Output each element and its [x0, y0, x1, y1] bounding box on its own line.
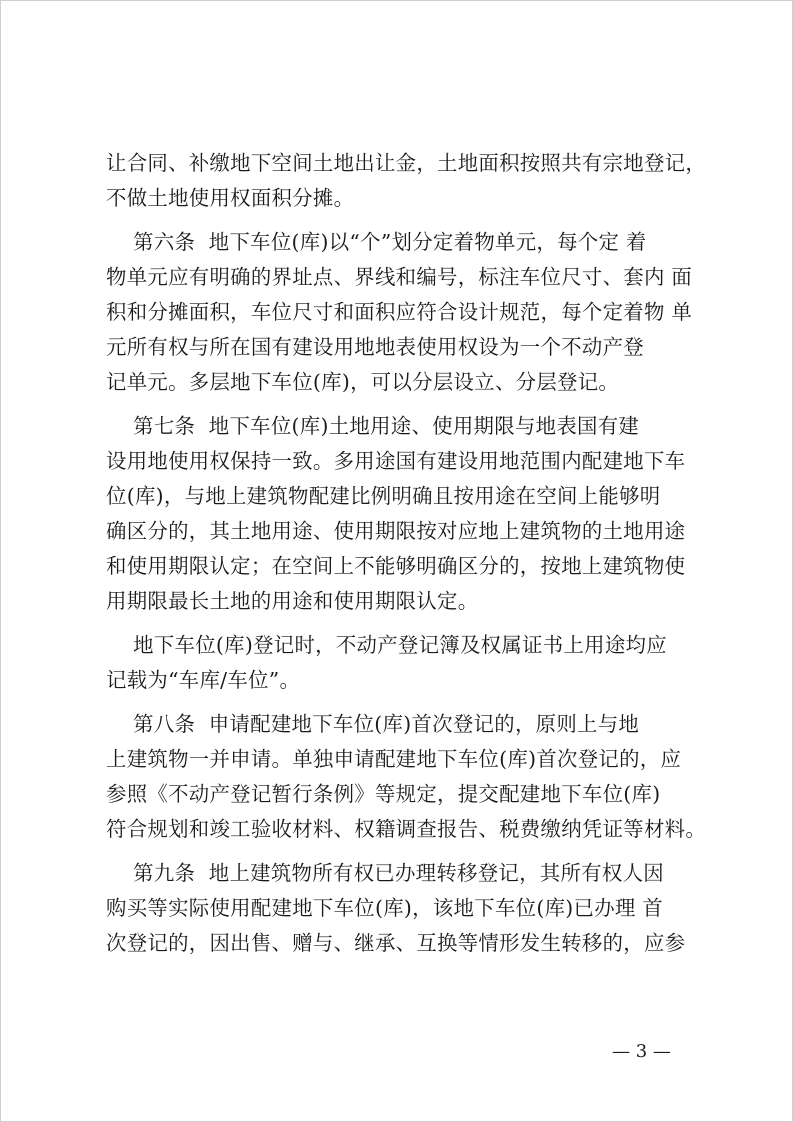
text-line: 元所有权与所在国有建设用地地表使用权设为一个不动产登 [106, 335, 644, 359]
text-line: 记载为“车库/车位”。 [106, 668, 301, 692]
text-line: 参照《不动产登记暂行条例》等规定，提交配建地下车位(库) [106, 782, 661, 806]
text-line: 积和分摊面积，车位尺寸和面积应符合设计规范，每个定着物 单 [106, 300, 693, 324]
text-line: 物单元应有明确的界址点、界线和编号，标注车位尺寸、套内 面 [106, 265, 693, 289]
text-line: 第九条 地上建筑物所有权已办理转移登记，其所有权人因 [106, 861, 664, 885]
text-line: 次登记的，因出售、赠与、继承、互换等情形发生转移的，应参 [106, 931, 686, 955]
text-line: 确区分的，其土地用途、使用期限按对应地上建筑物的土地用途 [106, 519, 686, 543]
text-line: 和使用期限认定；在空间上不能够明确区分的，按地上建筑物使 [106, 554, 686, 578]
text-line: 第七条 地下车位(库)土地用途、使用期限与地表国有建 [106, 414, 640, 438]
text-line: 购买等实际使用配建地下车位(库)，该地下车位(库)已办理 首 [106, 896, 664, 920]
text-line: 设用地使用权保持一致。多用途国有建设用地范围内配建地下车 [106, 449, 686, 473]
text-line: 记单元。多层地下车位(库)，可以分层设立、分层登记。 [106, 370, 620, 394]
page-number: — 3 — [612, 1041, 671, 1062]
text-line: 让合同、补缴地下空间土地出让金，土地面积按照共有宗地登记， [106, 151, 707, 175]
text-line: 地下车位(库)登记时，不动产登记簿及权属证书上用途均应 [106, 633, 667, 657]
text-line: 符合规划和竣工验收材料、权籍调查报告、税费缴纳凭证等材料。 [106, 817, 707, 841]
text-line: 上建筑物一并申请。单独申请配建地下车位(库)首次登记的，应 [106, 747, 682, 771]
text-line: 第八条 申请配建地下车位(库)首次登记的，原则上与地 [106, 712, 640, 736]
text-line: 第六条 地下车位(库)以“个”划分定着物单元，每个定 着 [106, 230, 647, 254]
text-line: 位(库)，与地上建筑物配建比例明确且按用途在空间上能够明 [106, 484, 661, 508]
text-line: 不做土地使用权面积分摊。 [106, 186, 355, 210]
text-line: 用期限最长土地的用途和使用期限认定。 [106, 589, 479, 613]
